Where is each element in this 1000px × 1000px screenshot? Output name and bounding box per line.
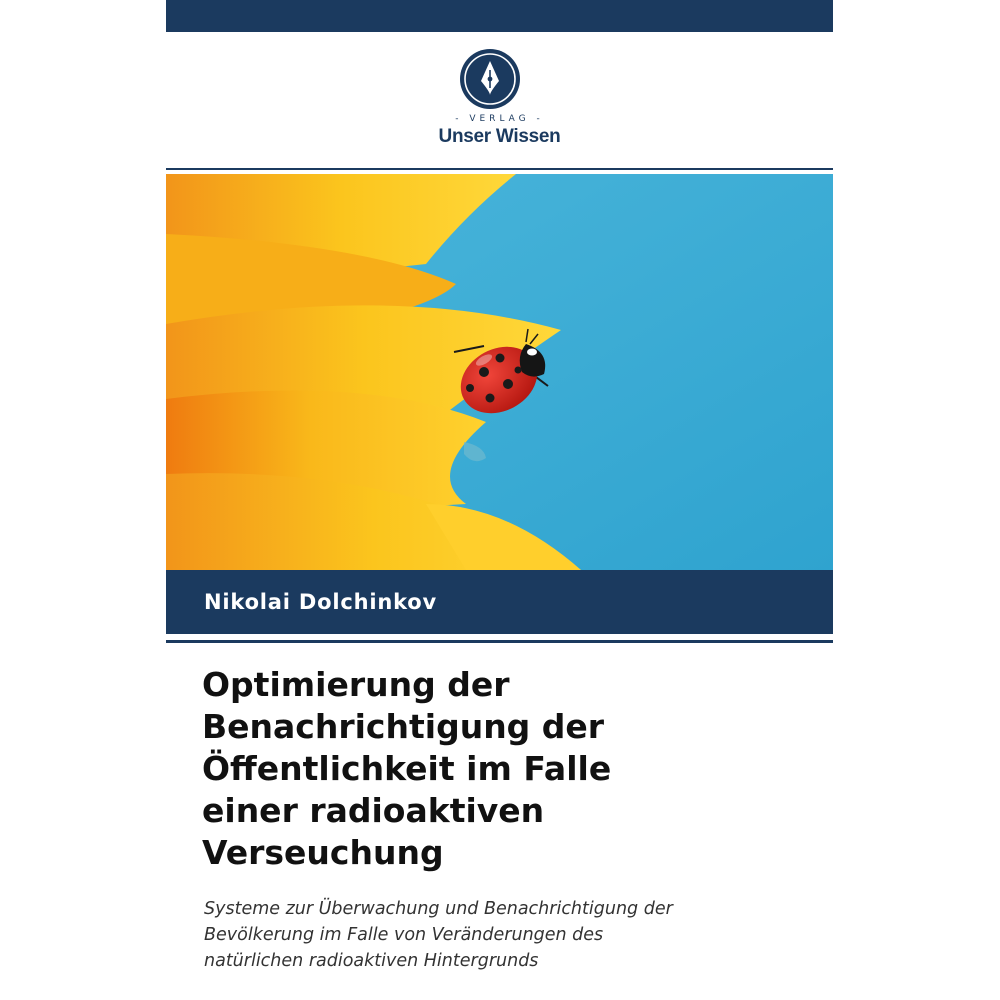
title-line: Verseuchung bbox=[202, 833, 444, 872]
subtitle-line: natürlichen radioaktiven Hintergrunds bbox=[204, 951, 539, 971]
title-line: Benachrichtigung der bbox=[202, 707, 605, 746]
publisher-logo bbox=[166, 46, 833, 156]
ladybug-on-petal-illustration bbox=[166, 174, 833, 570]
top-color-bar bbox=[166, 0, 833, 32]
fountain-pen-nib-icon bbox=[459, 48, 521, 110]
author-name: Nikolai Dolchinkov bbox=[204, 590, 438, 614]
cover-photo bbox=[166, 174, 833, 570]
bottom-divider bbox=[166, 640, 833, 643]
book-cover bbox=[166, 0, 833, 1000]
title-line: Optimierung der bbox=[202, 665, 510, 704]
subtitle-line: Systeme zur Überwachung und Benachrichtigung der bbox=[204, 899, 673, 919]
publisher-imprint-label: - VERLAG - bbox=[455, 114, 544, 124]
subtitle-line: Bevölkerung im Falle von Veränderungen des bbox=[204, 925, 604, 945]
publisher-name: Unser Wissen bbox=[438, 126, 561, 147]
book-title bbox=[202, 664, 812, 874]
book-subtitle bbox=[204, 896, 804, 974]
author-band bbox=[166, 570, 833, 634]
title-line: einer radioaktiven bbox=[202, 791, 545, 830]
title-line: Öffentlichkeit im Falle bbox=[202, 749, 612, 788]
top-divider bbox=[166, 168, 833, 170]
